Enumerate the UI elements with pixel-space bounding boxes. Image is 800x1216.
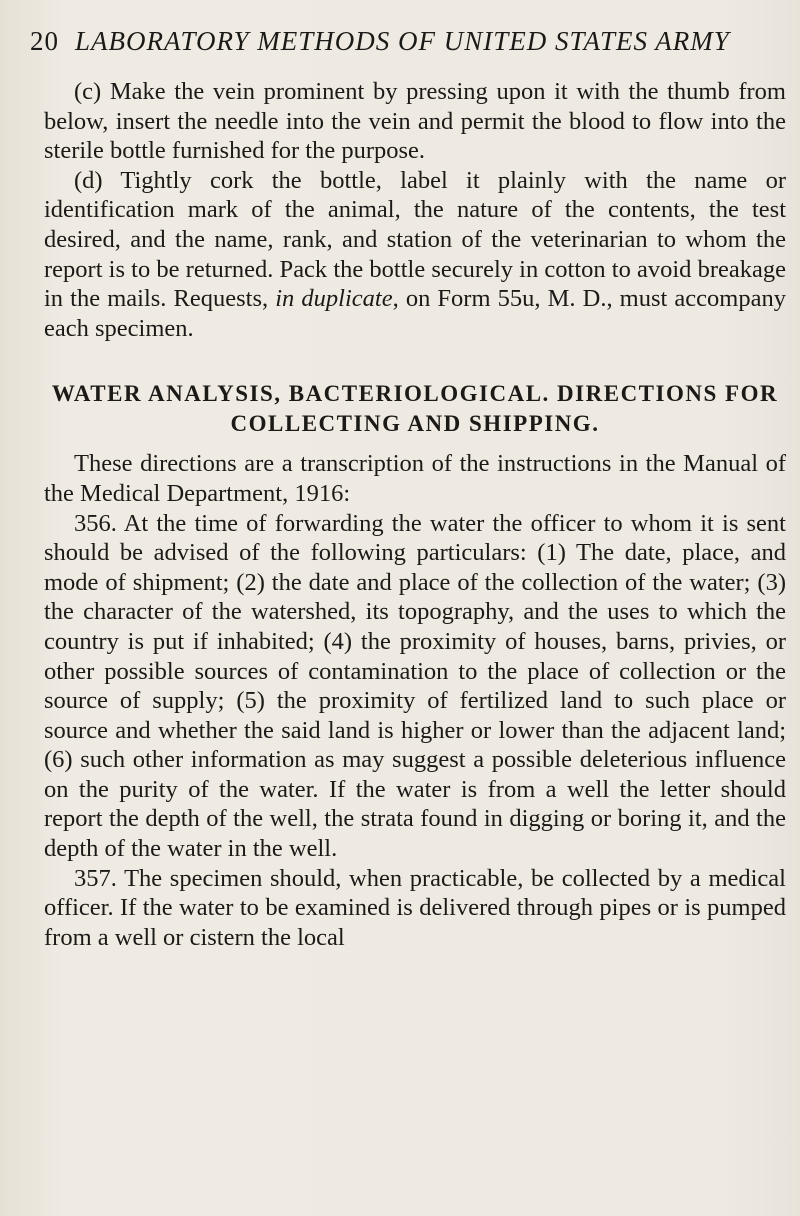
page-number: 20 [30, 26, 59, 56]
paragraph-c: (c) Make the vein prominent by pressing upon it with the thumb from below, insert the needle into the vein and permit the blood to flow into the sterile bottle furnished for the purpose. [44, 78, 786, 165]
paragraph-356: 356. At the time of forwarding the water the officer to whom it is sent should be advised of the following particulars: (1) The date, place, and mode of shipment; (2) the date and place of the collection of the water; (3) the character of the watershed, its topography, and the uses to which the country is put if inhabited; (4) the proximity of houses, barns, privies, or other possible sources of contamination to the place of collection or the source of supply; (5) the proximity of fertilized land to such place or source and whether the said land is higher or lower than the adjacent land; (6) such other information as may suggest a possible deleterious influence on the purity of the water. If the water is from a well the letter should report the depth of the well, the strata found in digging or boring it, and the depth of the water in the well. [44, 509, 786, 863]
running-head [30, 26, 786, 57]
paragraph-d [44, 166, 786, 344]
paragraph-d-text: (d) Tightly cork the bottle, label it plainly with the name or identification mark of the animal, the nature of the contents, the test desired, and the name, rank, and station of the veterinarian to whom the report is to be returned. Pack the bottle securely in cotton to avoid breakage in the mails. Requests, [44, 166, 786, 313]
paragraph-d-text-end: , on Form 55u, M. D., must accompany each specimen. [44, 285, 786, 342]
paragraph-d-emphasis: in duplicate [275, 285, 393, 313]
section-heading-line-1: WATER ANALYSIS, BACTERIOLOGICAL. DIRECTIONS FOR [51, 381, 779, 407]
section-heading [44, 379, 786, 439]
running-title: LABORATORY METHODS OF UNITED STATES ARMY [75, 26, 730, 56]
section-intro: These directions are a transcription of the instructions in the Manual of the Medical Department, 1916: [44, 450, 786, 507]
paragraph-357: 357. The specimen should, when practicable, be collected by a medical officer. If the water to be examined is delivered through pipes or is pumped from a well or cistern the local [44, 864, 786, 951]
section-heading-line-2: COLLECTING AND SHIPPING. [230, 411, 600, 437]
